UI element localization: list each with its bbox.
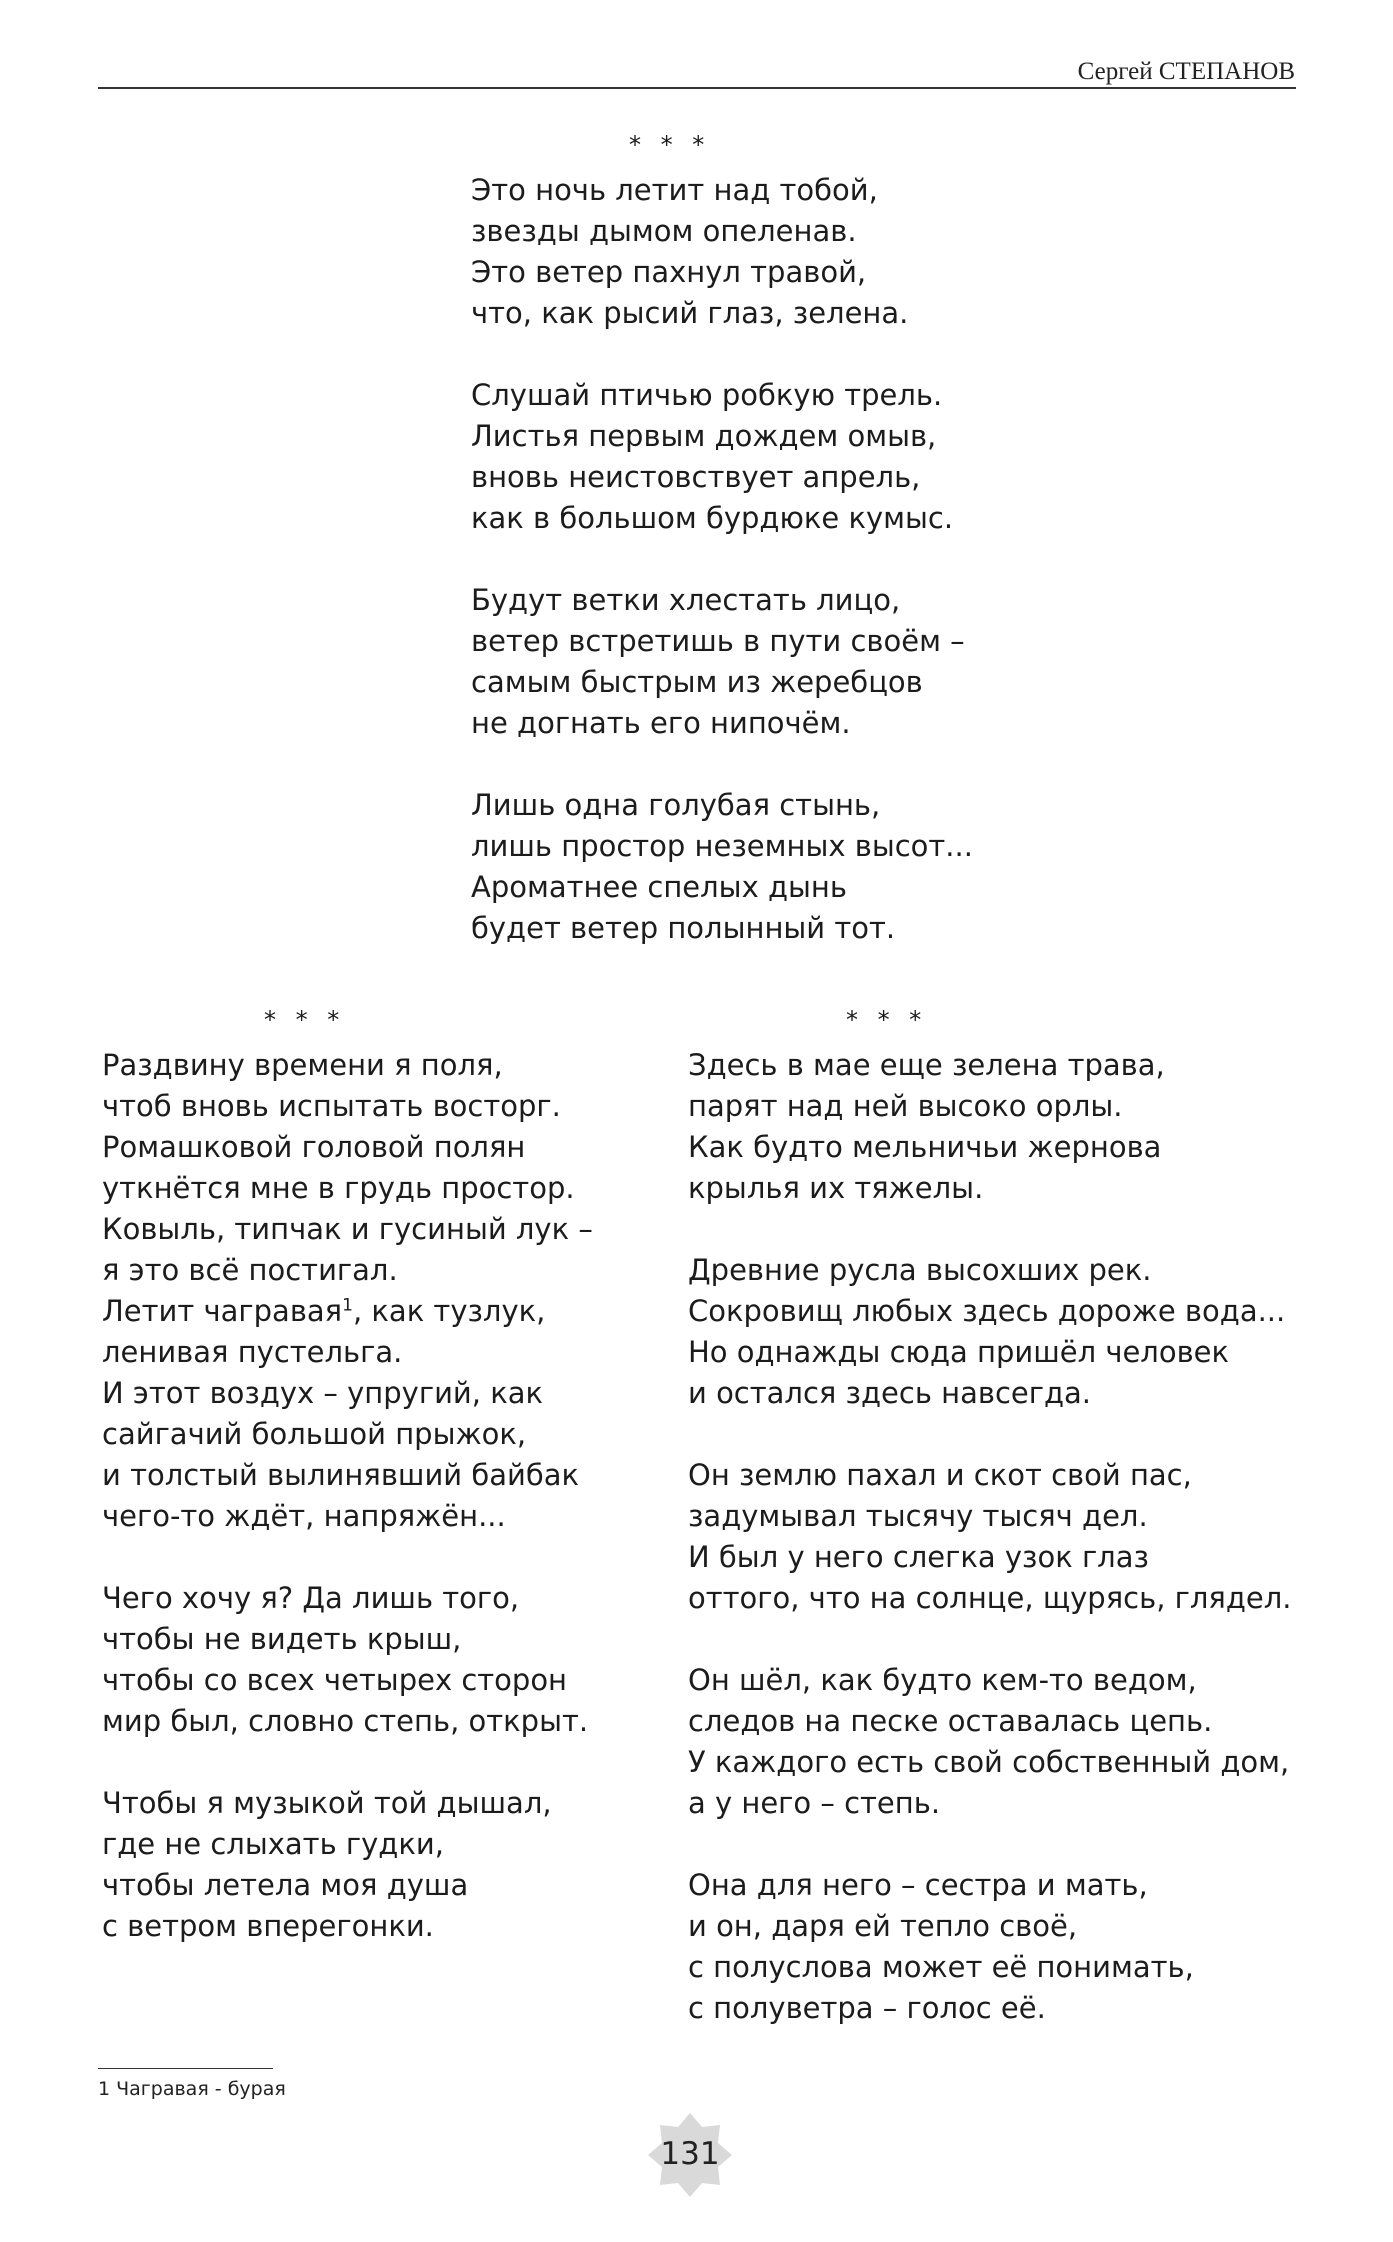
running-header-author: Сергей СТЕПАНОВ: [1077, 58, 1295, 85]
poem-line: И этот воздух – упругий, как: [102, 1376, 544, 1410]
poem-line: Слушай птичью робкую трель.: [471, 378, 943, 412]
poem-line: Это ветер пахнул травой,: [471, 255, 867, 289]
poem-line: Он землю пахал и скот свой пас,: [688, 1458, 1192, 1492]
footnote-rule: [98, 2068, 273, 2069]
poem-line: будет ветер полынный тот.: [471, 911, 896, 945]
poem-line: вновь неистовствует апрель,: [471, 460, 921, 494]
poem-line: и остался здесь навсегда.: [688, 1376, 1092, 1410]
poem-line: звезды дымом опеленав.: [471, 214, 857, 248]
poem-line: я это всё постигал.: [102, 1253, 398, 1287]
poem-line: ветер встретишь в пути своём –: [471, 624, 965, 658]
poem-line: сайгачий большой прыжок,: [102, 1417, 527, 1451]
poem-line: парят над ней высоко орлы.: [688, 1089, 1123, 1123]
poem-line-with-footnote: [102, 1291, 593, 1332]
poem-divider-stars: * * *: [846, 1006, 928, 1034]
stanza: [688, 1660, 1292, 1824]
poem-line: И был у него слегка узок глаз: [688, 1540, 1149, 1574]
poem-divider-stars: * * *: [264, 1006, 346, 1034]
poem-line-text: , как тузлук,: [352, 1294, 546, 1328]
stanza: [102, 1578, 593, 1742]
poem-line-text: Летит чагравая: [102, 1294, 343, 1328]
poem-line: Листья первым дождем омыв,: [471, 419, 937, 453]
poem-line: и толстый вылинявший байбак: [102, 1458, 580, 1492]
stanza: [471, 375, 973, 539]
poem-line: самым быстрым из жеребцов: [471, 665, 923, 699]
poem-line: чтобы со всех четырех сторон: [102, 1663, 568, 1697]
footnote: 1 Чагравая - бурая: [98, 2078, 286, 2100]
poem-line: не догнать его нипочём.: [471, 706, 851, 740]
poem-line: Ароматнее спелых дынь: [471, 870, 847, 904]
poem-line: чего-то ждёт, напряжён...: [102, 1499, 506, 1533]
poem-line: Она для него – сестра и мать,: [688, 1868, 1148, 1902]
footnote-marker[interactable]: 1: [342, 1295, 353, 1316]
page-number: 131: [660, 2136, 720, 2172]
poem-line: Лишь одна голубая стынь,: [471, 788, 881, 822]
poem-line: с полуслова может её понимать,: [688, 1950, 1194, 1984]
stanza: [688, 1250, 1292, 1414]
poem-line: оттого, что на солнце, щурясь, глядел.: [688, 1581, 1292, 1615]
poem-line: где не слыхать гудки,: [102, 1827, 444, 1861]
header-rule: [98, 87, 1296, 89]
poem-line: Здесь в мае еще зелена трава,: [688, 1048, 1165, 1082]
poem-line: Чего хочу я? Да лишь того,: [102, 1581, 520, 1615]
poem-line: Ковыль, типчак и гусиный лук –: [102, 1212, 593, 1246]
stanza: [471, 170, 973, 334]
poem-line: Как будто мельничьи жернова: [688, 1130, 1162, 1164]
stanza: [688, 1045, 1292, 1209]
poem-line: Это ночь летит над тобой,: [471, 173, 878, 207]
poem-line: следов на песке оставалась цепь.: [688, 1704, 1213, 1738]
stanza: [102, 1783, 593, 1947]
poem-line: Раздвину времени я поля,: [102, 1048, 503, 1082]
poem-line: лишь простор неземных высот...: [471, 829, 973, 863]
poem-line: ленивая пустельга.: [102, 1335, 403, 1369]
poem-line: крылья их тяжелы.: [688, 1171, 984, 1205]
poem-line: чтоб вновь испытать восторг.: [102, 1089, 561, 1123]
poem-line: а у него – степь.: [688, 1786, 941, 1820]
stanza: [471, 785, 973, 949]
poem-line: с ветром вперегонки.: [102, 1909, 434, 1943]
poem-line: задумывал тысячу тысяч дел.: [688, 1499, 1148, 1533]
poem-line: и он, даря ей тепло своё,: [688, 1909, 1078, 1943]
stanza: [688, 1455, 1292, 1619]
poem-line: Чтобы я музыкой той дышал,: [102, 1786, 552, 1820]
poem-line: уткнётся мне в грудь простор.: [102, 1171, 575, 1205]
stanza: [102, 1045, 593, 1537]
poem-line: У каждого есть свой собственный дом,: [688, 1745, 1290, 1779]
poem-line: чтобы летела моя душа: [102, 1868, 469, 1902]
poem-line: Будут ветки хлестать лицо,: [471, 583, 901, 617]
poem-line: Древние русла высохших рек.: [688, 1253, 1152, 1287]
poem-line: Он шёл, как будто кем-то ведом,: [688, 1663, 1197, 1697]
poem-line: Сокровищ любых здесь дороже вода...: [688, 1294, 1286, 1328]
poem-line: что, как рысий глаз, зелена.: [471, 296, 909, 330]
poem-line: Но однажды сюда пришёл человек: [688, 1335, 1230, 1369]
poem-divider-stars: * * *: [629, 131, 711, 159]
poem-line: чтобы не видеть крыш,: [102, 1622, 462, 1656]
poem-line: Ромашковой головой полян: [102, 1130, 526, 1164]
stanza: [688, 1865, 1292, 2029]
poem-line: мир был, словно степь, открыт.: [102, 1704, 589, 1738]
poem-line: как в большом бурдюке кумыс.: [471, 501, 954, 535]
stanza: [471, 580, 973, 744]
poem-line: с полуветра – голос её.: [688, 1991, 1046, 2025]
